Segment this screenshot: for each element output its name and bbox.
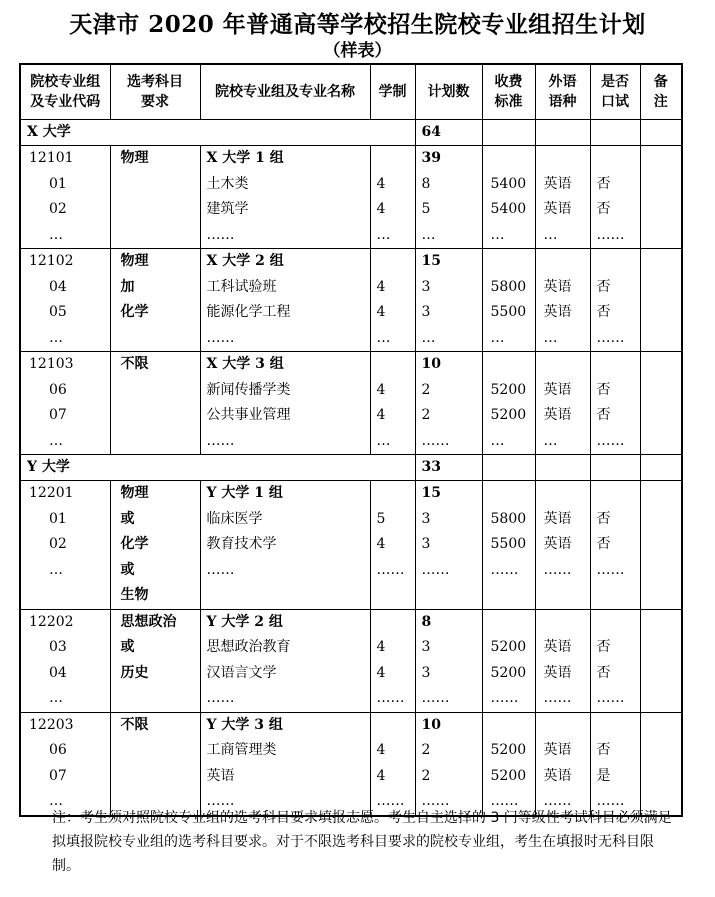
cell-line: X 大学 2 组 — [206, 253, 284, 269]
cell-line: 5 — [376, 510, 386, 527]
cell-line: …… — [543, 690, 572, 706]
cell-line: 01 — [49, 175, 67, 192]
fee-cell — [482, 249, 535, 352]
cell-line: 否 — [596, 381, 611, 398]
cell-line: 2 — [421, 767, 431, 784]
cell-line: … — [543, 432, 558, 449]
cell-line: 8 — [421, 613, 432, 630]
group-row — [20, 249, 682, 352]
cell-line: 05 — [49, 304, 67, 320]
remark-cell — [640, 352, 682, 455]
cell-line: … — [49, 690, 63, 706]
cell-line: 英语 — [543, 278, 572, 295]
cell-line: 12103 — [29, 356, 74, 372]
cell-line: 工科试验班 — [206, 278, 277, 295]
cell-line: 5800 — [490, 510, 527, 527]
cell-line: … — [543, 226, 558, 243]
footnote: 注：考生须对照院校专业组的选考科目要求填报志愿。考生自主选择的 3 门等级性考试科目必须满足拟填报院校专业组的选考科目要求。对于不限选考科目要求的院校专业组，考生在填报时无科目限制。 — [52, 810, 672, 874]
cell-line — [536, 713, 590, 739]
cell-line: 英语 — [543, 664, 572, 681]
cell-line: …… — [206, 793, 235, 809]
university-name: Y 大学 — [20, 455, 415, 481]
cell-line: 英语 — [543, 742, 572, 758]
cell-line: 4 — [376, 381, 386, 398]
cell-line — [371, 610, 415, 636]
cell-line: … — [49, 561, 63, 578]
oral-cell — [590, 609, 640, 712]
cell-line — [591, 481, 640, 507]
group-row — [20, 712, 682, 816]
cell-line: 4 — [376, 407, 386, 423]
cell-line: 英语 — [543, 639, 572, 655]
cell-line: 4 — [376, 175, 386, 192]
cell-line: 土木类 — [206, 175, 249, 192]
cell-line: 5400 — [490, 175, 527, 192]
cell-line: … — [490, 226, 505, 243]
cell-line — [483, 249, 535, 275]
cell-line — [483, 146, 535, 172]
empty-cell — [482, 120, 535, 146]
cell-line: 02 — [49, 536, 67, 552]
cell-line: …… — [421, 561, 450, 578]
cell-line — [371, 713, 415, 739]
cell-line: 生物 — [120, 587, 149, 603]
cell-line — [591, 352, 640, 378]
cell-line: 英语 — [543, 510, 572, 527]
group-name-cell — [200, 146, 370, 249]
cell-line: 5200 — [490, 407, 527, 423]
cell-line: 英语 — [206, 767, 235, 784]
lang-cell — [535, 481, 590, 610]
cell-line: 建筑学 — [206, 201, 249, 217]
cell-line: 否 — [596, 639, 611, 655]
cell-line: 12203 — [29, 716, 74, 733]
cell-line: 否 — [596, 664, 611, 681]
header-years: 学制 — [370, 64, 415, 120]
cell-line: 06 — [49, 742, 67, 758]
oral-cell — [590, 481, 640, 610]
cell-line: …… — [490, 690, 519, 706]
cell-line — [371, 249, 415, 275]
fee-cell — [482, 352, 535, 455]
cell-line: … — [49, 432, 63, 449]
cell-line — [536, 146, 590, 172]
cell-line — [591, 610, 640, 636]
lang-cell — [535, 352, 590, 455]
cell-line: …… — [376, 793, 405, 809]
cell-line: 5200 — [490, 639, 527, 655]
cell-line: 12102 — [29, 253, 74, 269]
oral-cell — [590, 352, 640, 455]
cell-line: 04 — [49, 278, 67, 295]
cell-line: Y 大学 3 组 — [206, 716, 283, 733]
remark-cell — [640, 712, 682, 816]
cell-line: X 大学 3 组 — [206, 356, 284, 372]
plan-cell — [415, 146, 482, 249]
cell-line: 15 — [421, 253, 441, 269]
cell-line — [591, 249, 640, 275]
header-lang: 外语 语种 — [535, 64, 590, 120]
lang-cell — [535, 609, 590, 712]
group-name-cell — [200, 352, 370, 455]
cell-line: 5400 — [490, 201, 527, 217]
header-remark: 备 注 — [640, 64, 682, 120]
fee-cell — [482, 481, 535, 610]
header-fee: 收费 标准 — [482, 64, 535, 120]
cell-line: 2 — [421, 742, 431, 758]
cell-line: 5800 — [490, 278, 527, 295]
group-code-cell — [20, 481, 110, 610]
lang-cell — [535, 146, 590, 249]
plan-cell — [415, 249, 482, 352]
cell-line — [483, 352, 535, 378]
cell-line: 3 — [421, 639, 431, 655]
years-cell — [370, 146, 415, 249]
cell-line: 加 — [120, 278, 135, 295]
cell-line: 否 — [596, 201, 611, 217]
empty-cell — [535, 120, 590, 146]
cell-line: …… — [596, 226, 625, 243]
cell-line: … — [421, 329, 436, 346]
cell-line: Y 大学 2 组 — [206, 613, 283, 630]
group-name-cell — [200, 609, 370, 712]
cell-line: 新闻传播学类 — [206, 381, 291, 398]
empty-cell — [640, 120, 682, 146]
cell-line: 3 — [421, 278, 431, 295]
cell-line: 5200 — [490, 767, 527, 784]
cell-line: …… — [421, 793, 450, 809]
cell-line: 4 — [376, 664, 386, 681]
cell-line: Y 大学 1 组 — [206, 485, 283, 501]
cell-line: 化学 — [120, 536, 149, 552]
cell-line: 英语 — [543, 201, 572, 217]
cell-line: 10 — [421, 356, 441, 372]
cell-line — [371, 146, 415, 172]
cell-line: 01 — [49, 510, 67, 527]
cell-line: … — [376, 329, 391, 346]
cell-line: …… — [206, 432, 235, 449]
group-name-cell — [200, 481, 370, 610]
cell-line: …… — [596, 432, 625, 449]
cell-line: 否 — [596, 278, 611, 295]
plan-cell — [415, 352, 482, 455]
lang-cell — [535, 249, 590, 352]
cell-line: 否 — [596, 536, 611, 552]
cell-line: 思想政治 — [120, 613, 177, 630]
remark-cell — [640, 609, 682, 712]
oral-cell — [590, 249, 640, 352]
cell-line: …… — [376, 561, 405, 578]
years-cell — [370, 712, 415, 816]
cell-line: 12202 — [29, 613, 74, 630]
plan-cell — [415, 481, 482, 610]
group-row — [20, 146, 682, 249]
cell-line: X 大学 1 组 — [206, 150, 284, 166]
cell-line: 8 — [421, 175, 431, 192]
cell-line: 2 — [421, 407, 431, 423]
cell-line: 否 — [596, 510, 611, 527]
cell-line: … — [490, 432, 505, 449]
years-cell — [370, 249, 415, 352]
cell-line: 5200 — [490, 381, 527, 398]
cell-line: 5200 — [490, 664, 527, 681]
page-title: 天津市 2020 年普通高等学校招生院校专业组招生计划 — [69, 11, 646, 38]
cell-line: …… — [206, 561, 235, 578]
group-code-cell — [20, 712, 110, 816]
cell-line: … — [376, 432, 391, 449]
university-row — [20, 455, 682, 481]
cell-line: 12101 — [29, 150, 74, 166]
cell-line: 5200 — [490, 742, 527, 758]
cell-line: 物理 — [120, 150, 149, 166]
group-row — [20, 481, 682, 610]
cell-line — [536, 249, 590, 275]
cell-line — [483, 610, 535, 636]
cell-line: 英语 — [543, 304, 572, 320]
empty-cell — [640, 455, 682, 481]
cell-line: … — [376, 226, 391, 243]
cell-line: 否 — [596, 407, 611, 423]
group-row — [20, 352, 682, 455]
cell-line: 07 — [49, 407, 67, 423]
cell-line: 或 — [120, 639, 135, 655]
cell-line — [483, 713, 535, 739]
cell-line: 物理 — [120, 485, 149, 501]
cell-line: 否 — [596, 742, 611, 758]
cell-line — [371, 481, 415, 507]
header-name: 院校专业组及专业名称 — [200, 64, 370, 120]
cell-line: 否 — [596, 304, 611, 320]
plan-cell — [415, 712, 482, 816]
cell-line: … — [49, 329, 63, 346]
cell-line: 2 — [421, 381, 431, 398]
cell-line: 临床医学 — [206, 510, 263, 527]
cell-line: 4 — [376, 201, 386, 217]
cell-line — [371, 352, 415, 378]
cell-line: 4 — [376, 639, 386, 655]
cell-line: 英语 — [543, 767, 572, 784]
cell-line: 3 — [421, 510, 431, 527]
remark-cell — [640, 481, 682, 610]
cell-line: …… — [543, 561, 572, 578]
cell-line — [536, 481, 590, 507]
university-plan: 33 — [415, 455, 482, 481]
cell-line: … — [49, 226, 63, 243]
cell-line: 或 — [120, 561, 135, 578]
group-subject-cell — [110, 146, 200, 249]
cell-line: …… — [421, 690, 450, 706]
oral-cell — [590, 712, 640, 816]
group-name-cell — [200, 712, 370, 816]
cell-line: 英语 — [543, 536, 572, 552]
cell-line: 是 — [596, 767, 611, 784]
cell-line: 10 — [421, 716, 441, 733]
group-subject-cell — [110, 609, 200, 712]
cell-line — [591, 713, 640, 739]
cell-line: …… — [596, 329, 625, 346]
years-cell — [370, 609, 415, 712]
cell-line: …… — [206, 690, 235, 706]
cell-line: … — [421, 226, 436, 243]
cell-line: … — [49, 793, 63, 809]
cell-line: 汉语言文学 — [206, 664, 277, 681]
group-subject-cell — [110, 481, 200, 610]
cell-line: 07 — [49, 767, 67, 784]
cell-line: 39 — [421, 150, 441, 166]
plan-cell — [415, 609, 482, 712]
cell-line: 教育技术学 — [206, 536, 277, 552]
header-subject: 选考科目 要求 — [110, 64, 200, 120]
cell-line: 06 — [49, 381, 67, 398]
cell-line — [536, 610, 590, 636]
empty-cell — [590, 455, 640, 481]
lang-cell — [535, 712, 590, 816]
university-plan: 64 — [415, 120, 482, 146]
university-row — [20, 120, 682, 146]
cell-line: …… — [490, 561, 519, 578]
cell-line: 工商管理类 — [206, 742, 277, 758]
years-cell — [370, 481, 415, 610]
remark-cell — [640, 146, 682, 249]
cell-line: 12201 — [29, 485, 74, 501]
group-name-cell — [200, 249, 370, 352]
group-code-cell — [20, 352, 110, 455]
university-name: X 大学 — [20, 120, 415, 146]
cell-line: 能源化学工程 — [206, 304, 291, 320]
cell-line: 否 — [596, 175, 611, 192]
group-subject-cell — [110, 352, 200, 455]
header-plan: 计划数 — [415, 64, 482, 120]
cell-line: 3 — [421, 664, 431, 681]
header-oral: 是否 口试 — [590, 64, 640, 120]
cell-line: 5500 — [490, 304, 527, 320]
cell-line — [591, 146, 640, 172]
cell-line: …… — [206, 226, 235, 243]
group-code-cell — [20, 249, 110, 352]
cell-line: 英语 — [543, 407, 572, 423]
cell-line: 公共事业管理 — [206, 407, 291, 423]
empty-cell — [590, 120, 640, 146]
cell-line: …… — [596, 793, 625, 809]
empty-cell — [535, 455, 590, 481]
cell-line: 或 — [120, 510, 135, 527]
cell-line: 英语 — [543, 381, 572, 398]
cell-line: 4 — [376, 767, 386, 784]
group-subject-cell — [110, 249, 200, 352]
table-header-row — [20, 64, 682, 120]
cell-line: 04 — [49, 664, 67, 681]
oral-cell — [590, 146, 640, 249]
cell-line: 思想政治教育 — [206, 639, 291, 655]
cell-line: …… — [376, 690, 405, 706]
cell-line: 3 — [421, 536, 431, 552]
cell-line: 历史 — [120, 664, 149, 681]
cell-line: 02 — [49, 201, 67, 217]
cell-line — [536, 352, 590, 378]
cell-line: … — [543, 329, 558, 346]
years-cell — [370, 352, 415, 455]
cell-line: 4 — [376, 536, 386, 552]
cell-line: …… — [206, 329, 235, 346]
group-code-cell — [20, 146, 110, 249]
group-row — [20, 609, 682, 712]
cell-line: 英语 — [543, 175, 572, 192]
cell-line: 03 — [49, 639, 67, 655]
enrollment-plan-table — [19, 63, 683, 817]
cell-line: 不限 — [120, 716, 149, 733]
cell-line: 4 — [376, 304, 386, 320]
cell-line: 物理 — [120, 253, 149, 269]
cell-line: 4 — [376, 278, 386, 295]
cell-line: 15 — [421, 485, 441, 501]
cell-line: … — [490, 329, 505, 346]
header-code: 院校专业组 及专业代码 — [20, 64, 110, 120]
cell-line: …… — [421, 432, 450, 449]
cell-line: …… — [490, 793, 519, 809]
cell-line: 不限 — [120, 356, 149, 372]
page-subtitle: （样表） — [323, 41, 392, 61]
cell-line: 3 — [421, 304, 431, 320]
cell-line: 化学 — [120, 304, 149, 320]
empty-cell — [482, 455, 535, 481]
group-subject-cell — [110, 712, 200, 816]
cell-line: …… — [596, 561, 625, 578]
fee-cell — [482, 609, 535, 712]
remark-cell — [640, 249, 682, 352]
cell-line: 5500 — [490, 536, 527, 552]
cell-line — [483, 481, 535, 507]
cell-line: …… — [596, 690, 625, 706]
cell-line: 5 — [421, 201, 431, 217]
cell-line: …… — [543, 793, 572, 809]
fee-cell — [482, 146, 535, 249]
group-code-cell — [20, 609, 110, 712]
cell-line: 4 — [376, 742, 386, 758]
fee-cell — [482, 712, 535, 816]
